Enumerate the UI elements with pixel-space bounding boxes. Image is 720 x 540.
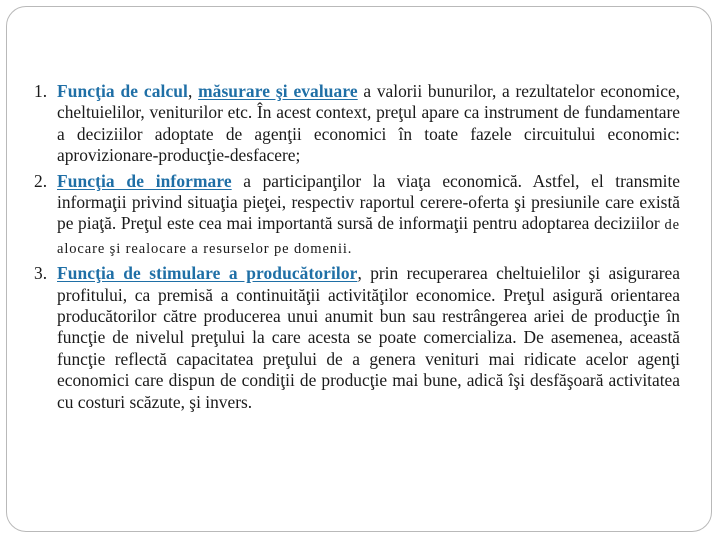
item-separator: , xyxy=(188,81,199,101)
item-body: a participanţilor la viaţa economică. Astfel, el transmite informaţii privind situaţia pieţei, respectiv raportul cerere-oferta şi presiunile care există pe piaţă. Preţul este cea mai importantă sursă de informaţii pentru adoptarea deciziilor xyxy=(57,170,680,234)
item-keyword: Funcţia de stimulare a producătorilor xyxy=(57,263,358,284)
price-functions-list xyxy=(34,81,680,413)
list-item xyxy=(34,81,680,167)
item-body: a valorii bunurilor, a rezultatelor economice, cheltuielilor, veniturilor etc. În acest context, preţul apare ca instrument de fundamentare a deciziilor adoptate de agenţii economici în toate fazele circuitului economic: aprovizionare-producţie-desfacere; xyxy=(57,81,681,166)
item-text xyxy=(57,171,680,261)
item-text xyxy=(57,81,680,167)
item-number: 1. xyxy=(34,81,48,101)
item-number: 2. xyxy=(34,170,48,191)
item-keyword: Funcţia de calcul xyxy=(57,81,188,101)
item-body-small: de alocare şi realocare a resurselor pe domenii. xyxy=(57,217,680,257)
slide-frame xyxy=(6,6,712,532)
item-keyword-secondary: măsurare şi evaluare xyxy=(198,81,358,101)
item-body: , prin recuperarea cheltuielilor şi asigurarea profitului, ca premisă a continuităţii activităţilor economice. Preţul asigură orientarea producătorilor către producerea unui anumit bun sau restrângerea ariei de producţie în funcţie de nivelul preţului la care acesta se poate comercializa. De asemenea, această funcţie reflectă capacitatea preţului de a genera venituri mai ridicate acelor agenţi economici care dispun de condiţii de producţie mai bune, adică îşi desfăşoară activitatea cu costuri scăzute, şi invers. xyxy=(57,263,680,412)
list-item xyxy=(34,171,680,261)
list-item xyxy=(34,263,680,413)
item-text xyxy=(57,263,680,413)
item-number: 3. xyxy=(34,263,48,284)
item-keyword: Funcţia de informare xyxy=(57,170,232,191)
